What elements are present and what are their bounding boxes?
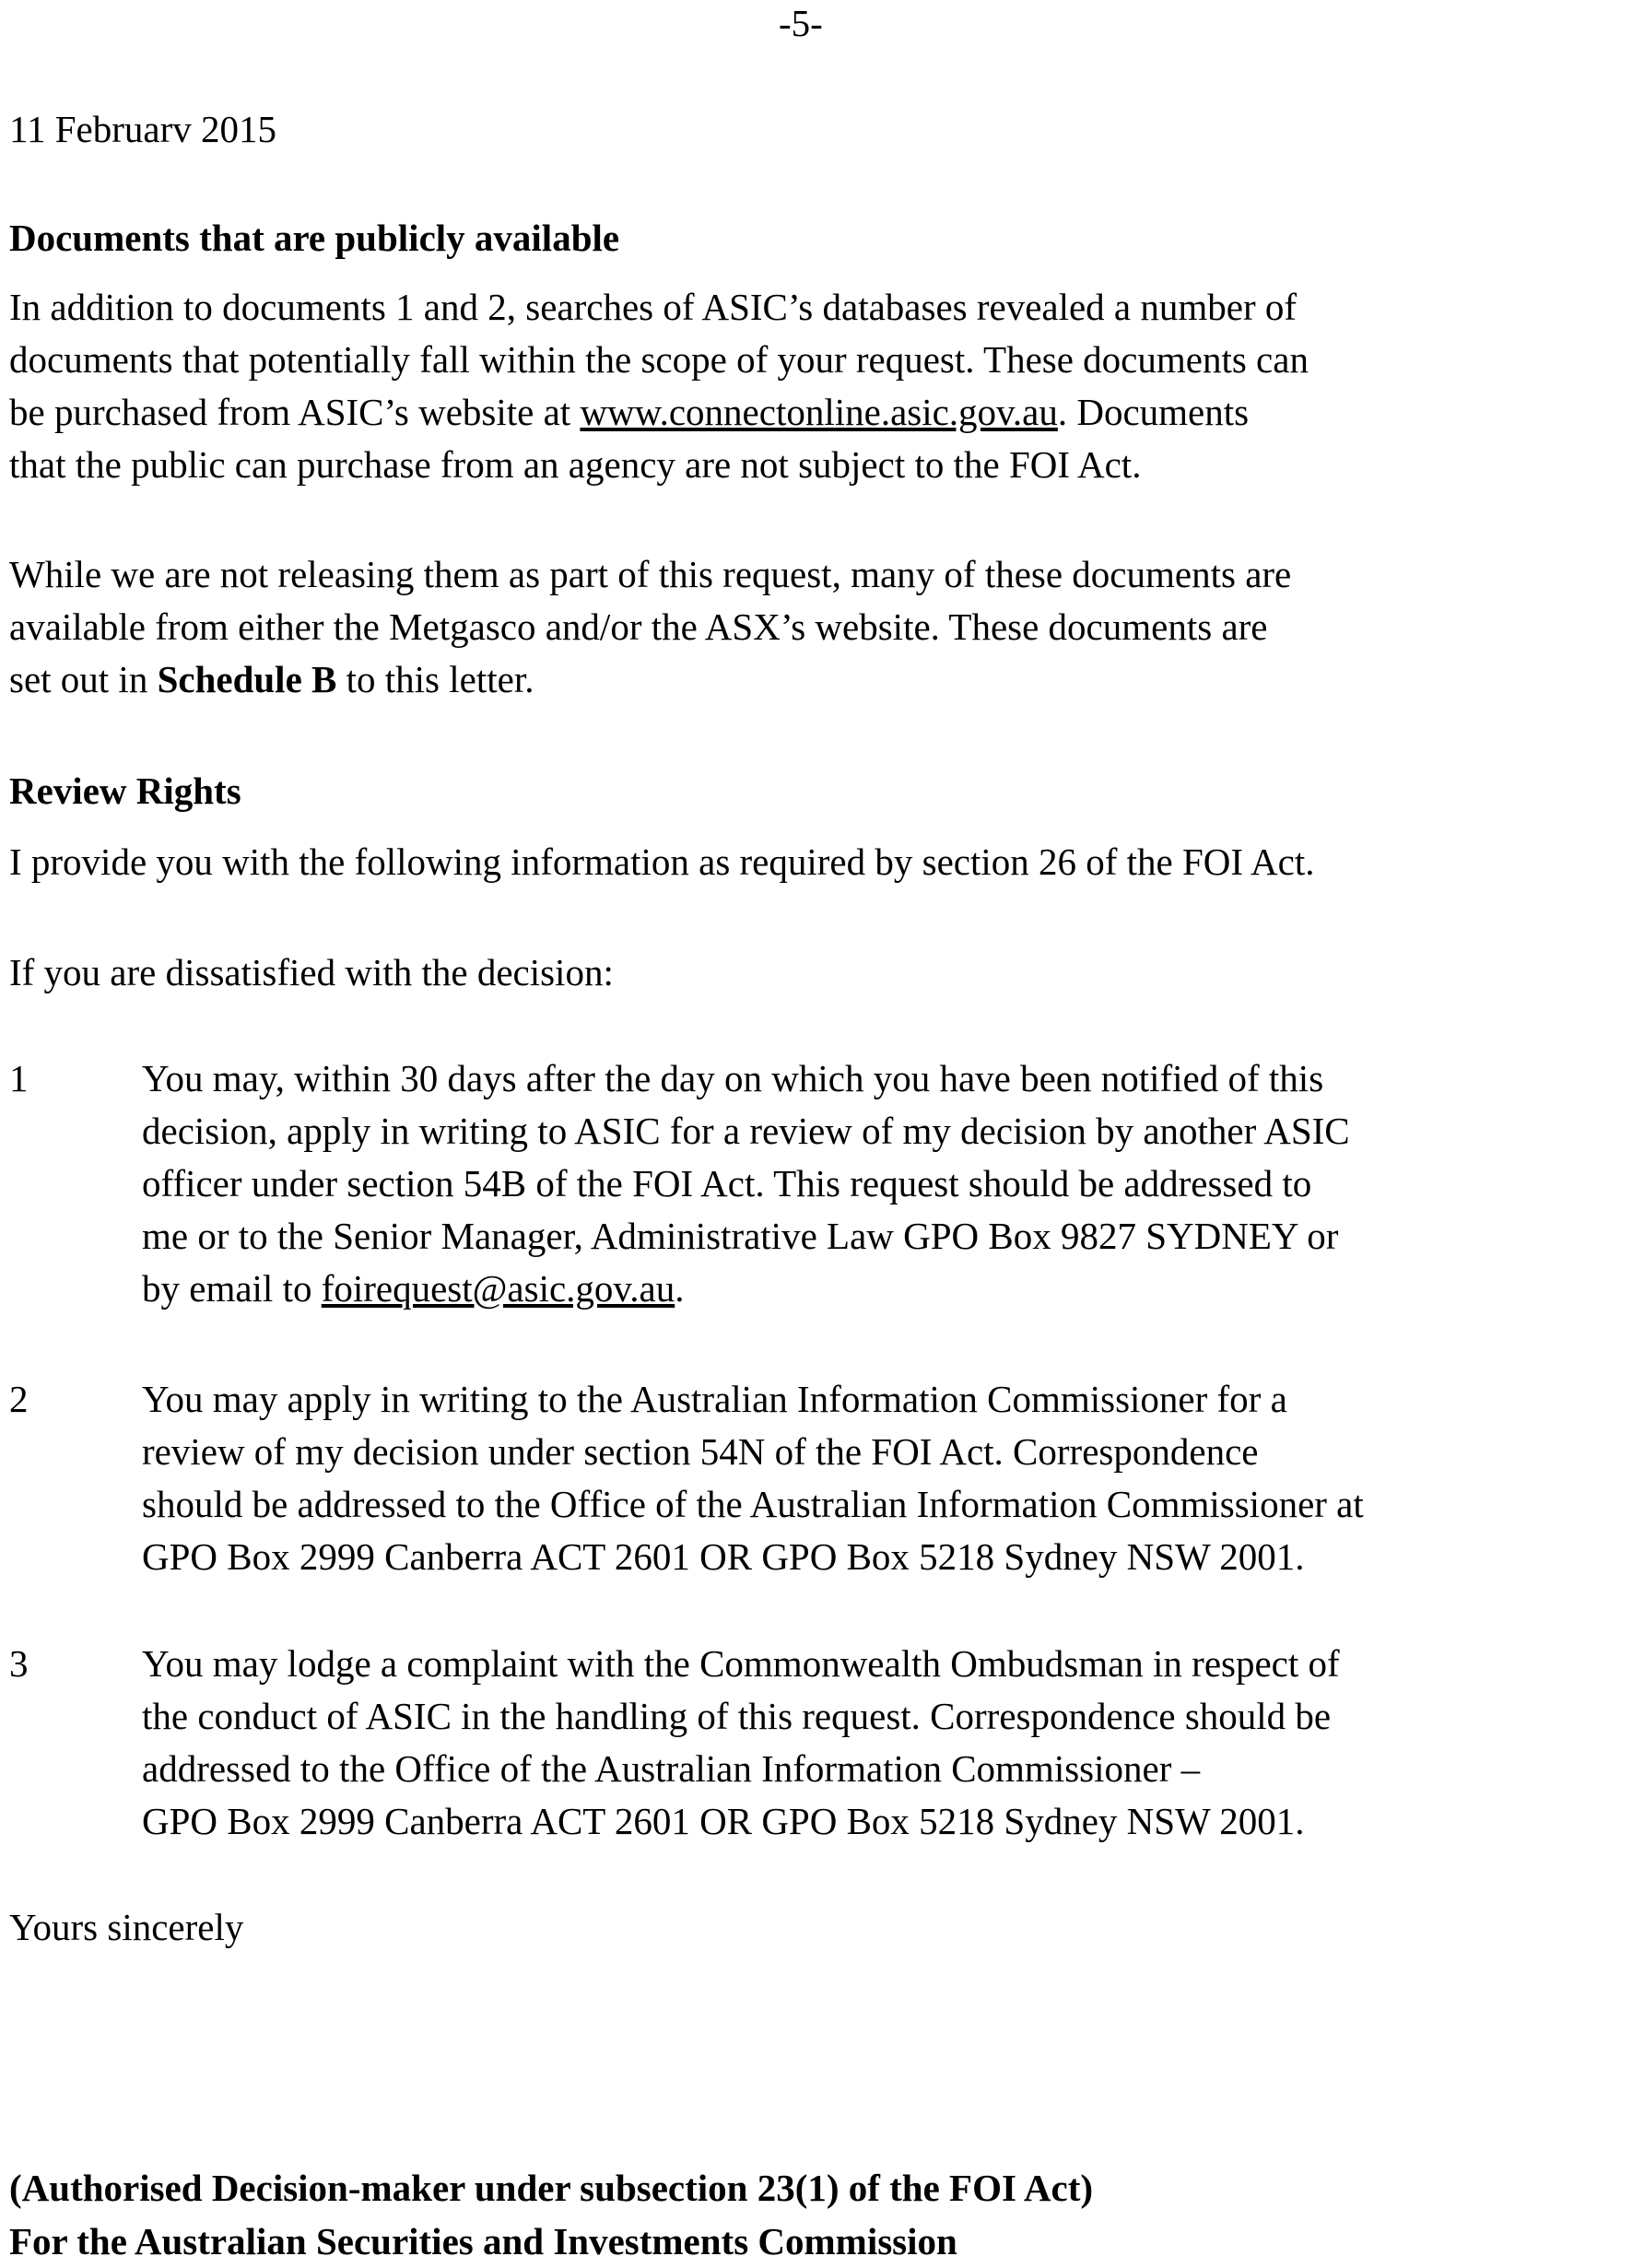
signature-line-organisation: For the Australian Securities and Investments Commission <box>9 2220 957 2262</box>
list-item-line: the conduct of ASIC in the handling of this request. Correspondence should be <box>142 1695 1332 1737</box>
list-item-line: officer under section 54B of the FOI Act. This request should be addressed to <box>142 1162 1312 1205</box>
list-item-number: 1 <box>9 1057 29 1099</box>
list-item-line: You may, within 30 days after the day on which you have been notified of this <box>142 1057 1324 1099</box>
page-number: -5- <box>779 2 823 44</box>
schedule-b-reference: Schedule B <box>157 658 337 700</box>
heading-public-documents: Documents that are publicly available <box>9 217 620 259</box>
list-item-line: You may lodge a complaint with the Commonwealth Ombudsman in respect of <box>142 1642 1340 1685</box>
list-item-line: GPO Box 2999 Canberra ACT 2601 OR GPO Box 5218 Sydney NSW 2001. <box>142 1535 1305 1578</box>
paragraph-not-releasing <box>9 548 1291 706</box>
list-item-line: me or to the Senior Manager, Administrative Law GPO Box 9827 SYDNEY or <box>142 1215 1339 1257</box>
paragraph-line: While we are not releasing them as part of this request, many of these documents are <box>9 553 1292 595</box>
paragraph-line <box>9 653 1291 706</box>
paragraph-line: that the public can purchase from an agency are not subject to the FOI Act. <box>9 443 1142 486</box>
foirequest-email-link[interactable]: foirequest@asic.gov.au <box>321 1267 675 1310</box>
text-span: . <box>675 1267 685 1310</box>
list-item-number: 3 <box>9 1642 29 1685</box>
list-item-number: 2 <box>9 1378 29 1420</box>
connectonline-link[interactable]: www.connectonline.asic.gov.au <box>580 391 1058 433</box>
paragraph-line <box>9 386 1309 439</box>
list-item-line: should be addressed to the Office of the Australian Information Commissioner at <box>142 1483 1364 1525</box>
review-rights-intro: I provide you with the following information as required by section 26 of the FOI Act. <box>9 840 1315 883</box>
list-item-line: decision, apply in writing to ASIC for a review of my decision by another ASIC <box>142 1110 1350 1152</box>
list-item-line: addressed to the Office of the Australian Information Commissioner – <box>142 1747 1201 1790</box>
signature-line-role: (Authorised Decision-maker under subsection 23(1) of the FOI Act) <box>9 2167 1094 2209</box>
list-item-text <box>142 1638 1340 1848</box>
closing-salutation: Yours sincerely <box>9 1906 244 1948</box>
paragraph-line: available from either the Metgasco and/or the ASX’s website. These documents are <box>9 605 1268 648</box>
text-span: to this letter. <box>336 658 534 700</box>
list-item-line: review of my decision under section 54N of the FOI Act. Correspondence <box>142 1430 1259 1473</box>
text-span: by email to <box>142 1267 322 1310</box>
text-span: be purchased from ASIC’s website at <box>9 391 581 433</box>
paragraph-line: In addition to documents 1 and 2, searches of ASIC’s databases revealed a number of <box>9 286 1298 328</box>
list-item-line: You may apply in writing to the Australian Information Commissioner for a <box>142 1378 1287 1420</box>
text-span: set out in <box>9 658 158 700</box>
list-item-text <box>142 1373 1364 1583</box>
letter-date: 11 Februarv 2015 <box>9 108 276 150</box>
heading-review-rights: Review Rights <box>9 770 241 812</box>
list-item-line <box>142 1263 1350 1315</box>
text-span: . Documents <box>1057 391 1250 433</box>
paragraph-line: documents that potentially fall within the scope of your request. These documents can <box>9 338 1309 381</box>
list-item-line: GPO Box 2999 Canberra ACT 2601 OR GPO Box 5218 Sydney NSW 2001. <box>142 1800 1305 1842</box>
list-item-text <box>142 1052 1350 1315</box>
signature-block <box>9 2161 1093 2268</box>
paragraph-public-documents <box>9 281 1309 491</box>
dissatisfied-text: If you are dissatisfied with the decision: <box>9 951 614 993</box>
